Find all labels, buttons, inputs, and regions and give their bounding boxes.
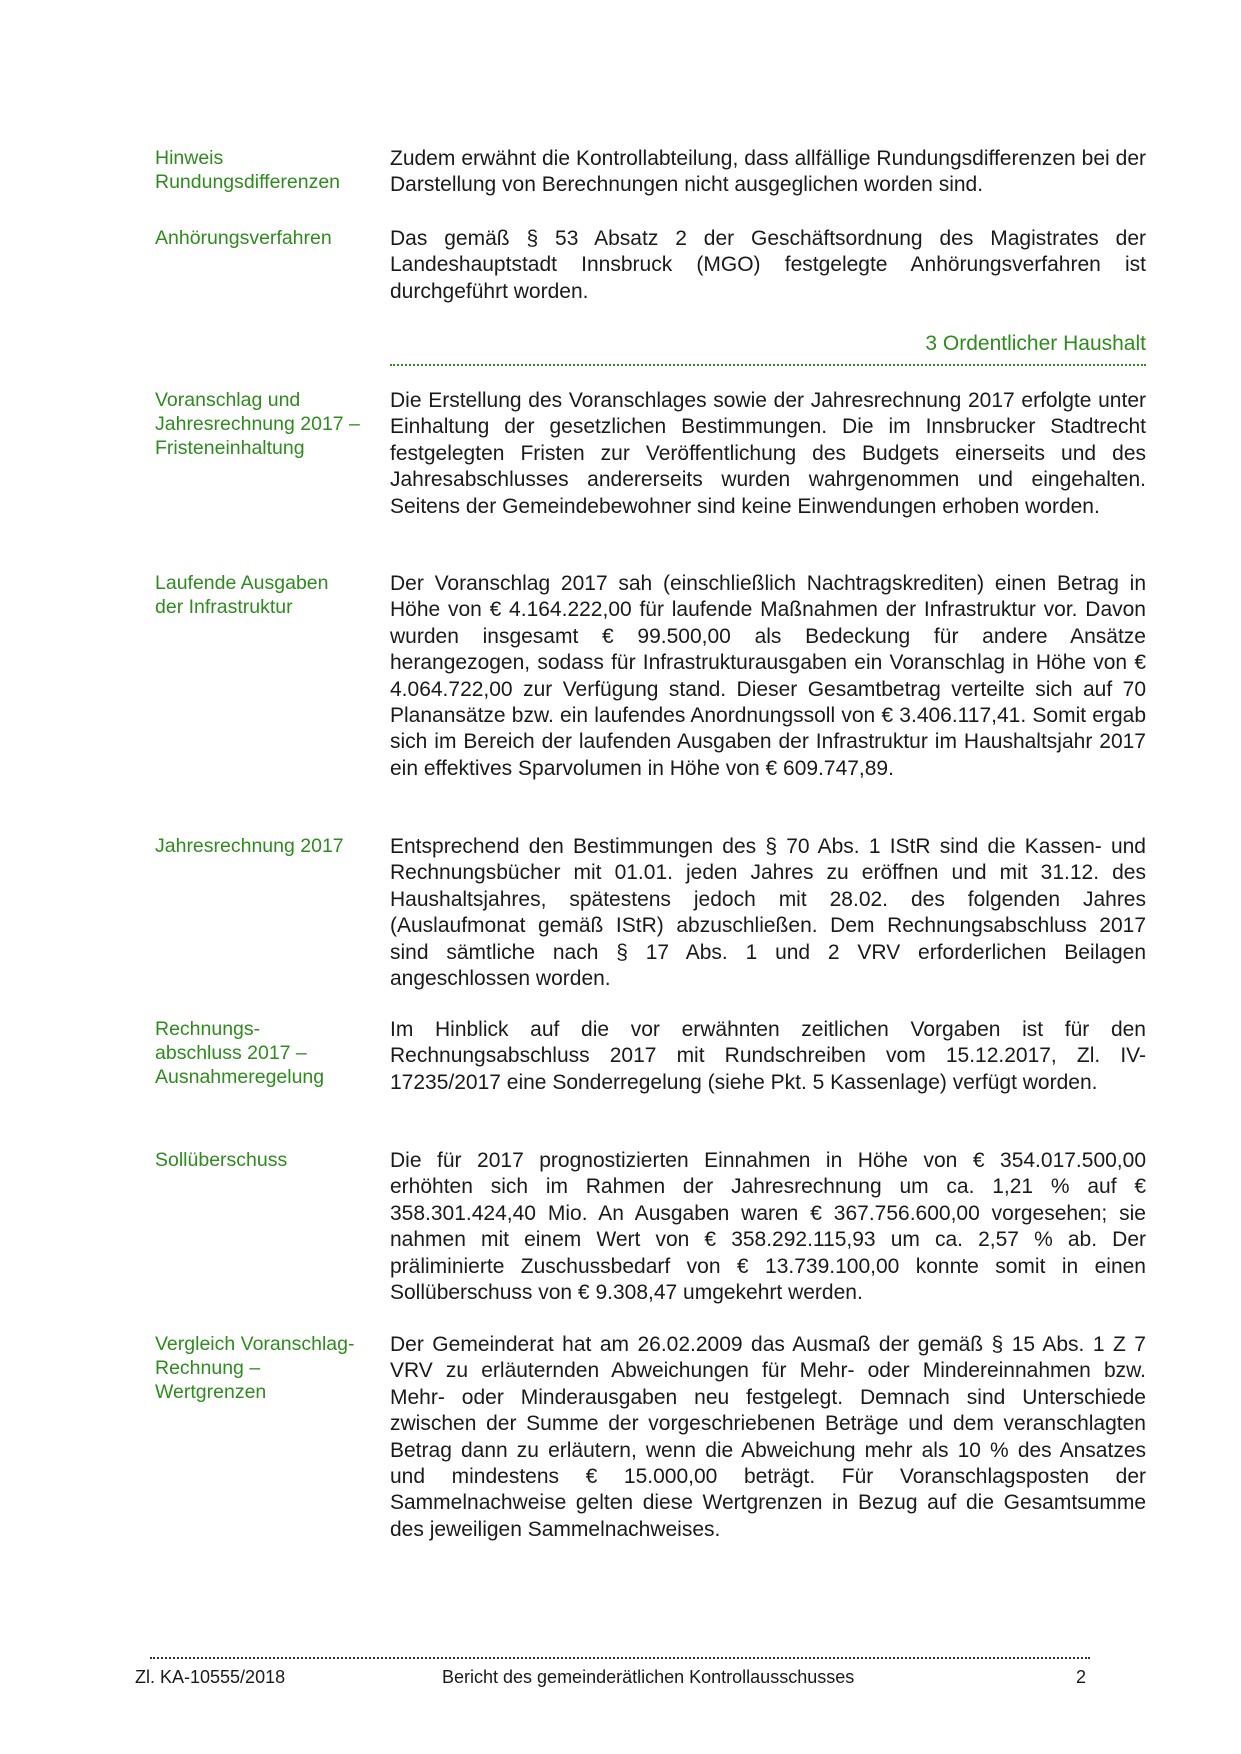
- page-number: 2: [1076, 1667, 1087, 1687]
- paragraph: Die für 2017 prognostizierten Einnahmen in Höhe von € 354.017.500,00 erhöhten sich im Rahmen der Jahresrechnung um ca. 1,21 % auf € 358.301.424,40 Mio. An Ausgaben waren € 367.756.600,00 vorgesehen; sie nahmen mit einem Wert von € 358.292.115,93 um ca. 2,57 % ab. Der präliminierte Zuschussbedarf von € 13.739.100,00 konnte somit in einen Sollüberschuss von € 9.308,47 umgekehrt werden.: [390, 1149, 1146, 1305]
- heading-divider: [390, 364, 1146, 366]
- footer-divider: [150, 1657, 1090, 1659]
- paragraph: Entsprechend den Bestimmungen des § 70 Abs. 1 IStR sind die Kassen- und Rechnungsbücher mit 01.01. jeden Jahres zu eröffnen und mit 31.12. des Haushaltsjahres, spätestens jedoch mit 28.02. des folgenden Jahres (Auslaufmonat gemäß IStR) abzuschließen. Dem Rechnungsabschluss 2017 sind sämtliche nach § 17 Abs. 1 und 2 VRV erforderlichen Beilagen angeschlossen worden.: [390, 835, 1146, 991]
- footer-reference: Zl. KA-10555/2018: [135, 1667, 286, 1687]
- margin-note: Rechnungs- abschluss 2017 – Ausnahmeregelung: [155, 1018, 325, 1088]
- footer-title: Bericht des gemeinderätlichen Kontrollausschusses: [442, 1667, 855, 1687]
- section-heading: 3 Ordentlicher Haushalt: [925, 332, 1146, 355]
- paragraph: Zudem erwähnt die Kontrollabteilung, dass allfällige Rundungsdifferenzen bei der Darstellung von Berechnungen nicht ausgeglichen worden sind.: [390, 147, 1146, 197]
- paragraph: Im Hinblick auf die vor erwähnten zeitlichen Vorgaben ist für den Rechnungsabschluss 2017 mit Rundschreiben vom 15.12.2017, Zl. IV-17235/2017 eine Sonderregelung (siehe Pkt. 5 Kassenlage) verfügt worden.: [390, 1018, 1146, 1094]
- margin-note: Sollüberschuss: [155, 1149, 288, 1171]
- margin-note: Jahresrechnung 2017: [155, 835, 344, 857]
- margin-note: Anhörungsverfahren: [155, 227, 332, 249]
- paragraph: Der Voranschlag 2017 sah (einschließlich Nachtragskrediten) einen Betrag in Höhe von € 4.164.222,00 für laufende Maßnahmen der Infrastruktur vor. Davon wurden insgesamt € 99.500,00 als Bedeckung für andere Ansätze herangezogen, sodass für Infrastrukturausgaben ein Voranschlag in Höhe von € 4.064.722,00 zur Verfügung stand. Dieser Gesamtbetrag verteilte sich auf 70 Planansätze bzw. ein laufendes Anordnungssoll von € 3.406.117,41. Somit ergab sich im Bereich der laufenden Ausgaben der Infrastruktur im Haushaltsjahr 2017 ein effektives Sparvolumen in Höhe von € 609.747,89.: [390, 572, 1146, 780]
- margin-note: Voranschlag und Jahresrechnung 2017 – Fristeneinhaltung: [155, 389, 360, 459]
- paragraph: Das gemäß § 53 Absatz 2 der Geschäftsordnung des Magistrates der Landeshauptstadt Innsbruck (MGO) festgelegte Anhörungsverfahren ist durchgeführt worden.: [390, 227, 1146, 303]
- paragraph: Die Erstellung des Voranschlages sowie der Jahresrechnung 2017 erfolgte unter Einhaltung der gesetzlichen Bestimmungen. Die im Innsbrucker Stadtrecht festgelegten Fristen zur Veröffentlichung des Budgets einerseits und des Jahresabschlusses andererseits wurden wahrgenommen und eingehalten. Seitens der Gemeindebewohner sind keine Einwendungen erhoben worden.: [390, 389, 1146, 518]
- margin-note: Laufende Ausgaben der Infrastruktur: [155, 572, 329, 618]
- margin-note: Vergleich Voranschlag- Rechnung – Wertgrenzen: [155, 1333, 355, 1403]
- margin-note: Hinweis Rundungsdifferenzen: [155, 147, 341, 193]
- paragraph: Der Gemeinderat hat am 26.02.2009 das Ausmaß der gemäß § 15 Abs. 1 Z 7 VRV zu erläuternden Abweichungen für Mehr- oder Mindereinnahmen bzw. Mehr- oder Minderausgaben neu festgelegt. Demnach sind Unterschiede zwischen der Summe der vorgeschriebenen Beträge und dem veranschlagten Betrag dann zu erläutern, wenn die Abweichung mehr als 10 % des Ansatzes und mindestens € 15.000,00 beträgt. Für Voranschlagsposten der Sammelnachweise gelten diese Wertgrenzen in Bezug auf die Gesamtsumme des jeweiligen Sammelnachweises.: [390, 1333, 1146, 1541]
